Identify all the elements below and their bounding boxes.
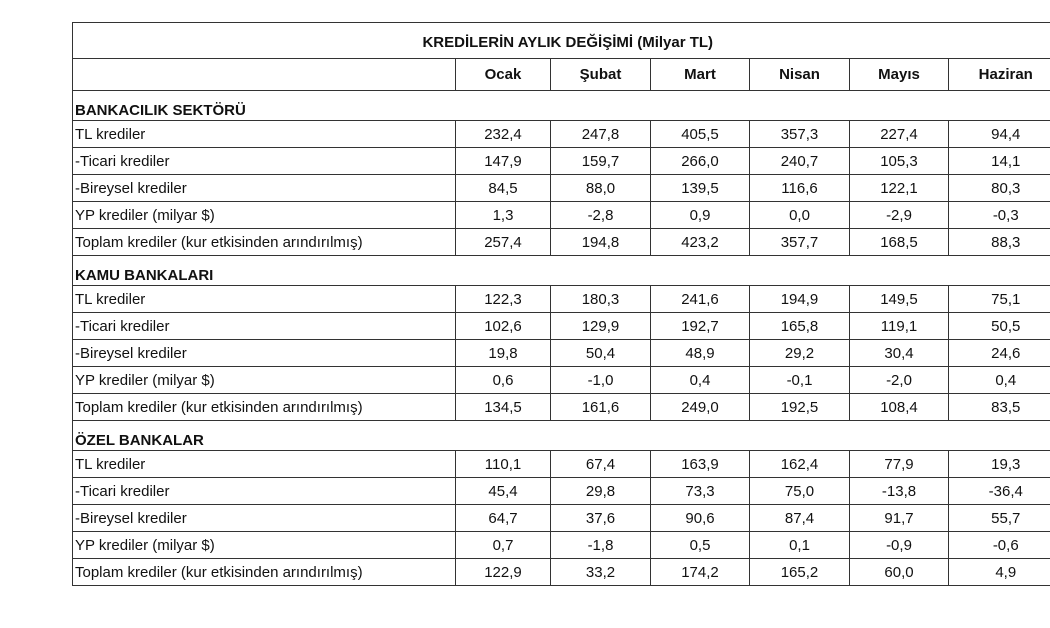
value-cell: -0,9 — [850, 532, 949, 559]
value-cell: -2,0 — [850, 367, 949, 394]
value-cell: 168,5 — [850, 229, 949, 256]
value-cell: 0,6 — [456, 367, 551, 394]
value-cell: 165,8 — [750, 313, 850, 340]
value-cell: 194,8 — [551, 229, 651, 256]
value-cell: 165,2 — [750, 559, 850, 586]
value-cell: 122,9 — [456, 559, 551, 586]
value-cell: 0,9 — [651, 202, 750, 229]
row-label: Toplam krediler (kur etkisinden arındırılmış) — [73, 394, 456, 421]
value-cell: -2,8 — [551, 202, 651, 229]
value-cell: 405,5 — [651, 121, 750, 148]
value-cell: 119,1 — [850, 313, 949, 340]
value-cell: 194,9 — [750, 286, 850, 313]
value-cell: 174,2 — [651, 559, 750, 586]
column-header: Haziran — [949, 59, 1050, 91]
value-cell: 48,9 — [651, 340, 750, 367]
value-cell: -1,8 — [551, 532, 651, 559]
value-cell: 110,1 — [456, 451, 551, 478]
value-cell: -0,3 — [949, 202, 1050, 229]
value-cell: 192,7 — [651, 313, 750, 340]
table-row — [73, 451, 1050, 478]
value-cell: 87,4 — [750, 505, 850, 532]
value-cell: 161,6 — [551, 394, 651, 421]
value-cell: 75,0 — [750, 478, 850, 505]
table-row — [73, 367, 1050, 394]
row-label: TL krediler — [73, 451, 456, 478]
value-cell: 60,0 — [850, 559, 949, 586]
value-cell: 423,2 — [651, 229, 750, 256]
value-cell: 232,4 — [456, 121, 551, 148]
row-label: TL krediler — [73, 121, 456, 148]
value-cell: 1,3 — [456, 202, 551, 229]
row-label: -Ticari krediler — [73, 313, 456, 340]
value-cell: -0,1 — [750, 367, 850, 394]
table-row — [73, 313, 1050, 340]
value-cell: 139,5 — [651, 175, 750, 202]
value-cell: 357,7 — [750, 229, 850, 256]
section-row — [73, 256, 1050, 286]
section-row — [73, 421, 1050, 451]
value-cell: 80,3 — [949, 175, 1050, 202]
value-cell: 90,6 — [651, 505, 750, 532]
row-label: -Bireysel krediler — [73, 340, 456, 367]
value-cell: 257,4 — [456, 229, 551, 256]
table-row — [73, 286, 1050, 313]
value-cell: 357,3 — [750, 121, 850, 148]
title-row — [73, 23, 1050, 59]
value-cell: 0,4 — [949, 367, 1050, 394]
value-cell: 77,9 — [850, 451, 949, 478]
value-cell: 14,1 — [949, 148, 1050, 175]
value-cell: 84,5 — [456, 175, 551, 202]
value-cell: 4,9 — [949, 559, 1050, 586]
row-label: -Bireysel krediler — [73, 505, 456, 532]
value-cell: 122,3 — [456, 286, 551, 313]
value-cell: 91,7 — [850, 505, 949, 532]
value-cell: 266,0 — [651, 148, 750, 175]
value-cell: 0,7 — [456, 532, 551, 559]
column-header: Ocak — [456, 59, 551, 91]
value-cell: -0,6 — [949, 532, 1050, 559]
value-cell: -2,9 — [850, 202, 949, 229]
header-empty-cell — [73, 59, 456, 91]
value-cell: 64,7 — [456, 505, 551, 532]
value-cell: 24,6 — [949, 340, 1050, 367]
value-cell: 50,5 — [949, 313, 1050, 340]
value-cell: 240,7 — [750, 148, 850, 175]
value-cell: 83,5 — [949, 394, 1050, 421]
section-title: KAMU BANKALARI — [73, 256, 1050, 286]
section-title: ÖZEL BANKALAR — [73, 421, 1050, 451]
value-cell: 162,4 — [750, 451, 850, 478]
value-cell: 19,3 — [949, 451, 1050, 478]
column-header: Mayıs — [850, 59, 949, 91]
value-cell: 108,4 — [850, 394, 949, 421]
table-row — [73, 175, 1050, 202]
value-cell: 247,8 — [551, 121, 651, 148]
value-cell: -36,4 — [949, 478, 1050, 505]
value-cell: 67,4 — [551, 451, 651, 478]
row-label: -Bireysel krediler — [73, 175, 456, 202]
value-cell: 102,6 — [456, 313, 551, 340]
value-cell: 88,3 — [949, 229, 1050, 256]
table-row — [73, 202, 1050, 229]
value-cell: 29,8 — [551, 478, 651, 505]
value-cell: 0,0 — [750, 202, 850, 229]
value-cell: 227,4 — [850, 121, 949, 148]
value-cell: 94,4 — [949, 121, 1050, 148]
value-cell: 241,6 — [651, 286, 750, 313]
value-cell: -1,0 — [551, 367, 651, 394]
row-label: -Ticari krediler — [73, 148, 456, 175]
row-label: Toplam krediler (kur etkisinden arındırılmış) — [73, 559, 456, 586]
value-cell: 19,8 — [456, 340, 551, 367]
table-title: KREDİLERİN AYLIK DEĞİŞİMİ (Milyar TL) — [73, 23, 1050, 59]
value-cell: 134,5 — [456, 394, 551, 421]
table-row — [73, 121, 1050, 148]
value-cell: 30,4 — [850, 340, 949, 367]
value-cell: 149,5 — [850, 286, 949, 313]
column-header: Mart — [651, 59, 750, 91]
value-cell: 116,6 — [750, 175, 850, 202]
row-label: TL krediler — [73, 286, 456, 313]
table-row — [73, 229, 1050, 256]
column-header: Nisan — [750, 59, 850, 91]
value-cell: 0,4 — [651, 367, 750, 394]
row-label: YP krediler (milyar $) — [73, 367, 456, 394]
value-cell: 0,5 — [651, 532, 750, 559]
table-row — [73, 340, 1050, 367]
value-cell: 122,1 — [850, 175, 949, 202]
value-cell: 45,4 — [456, 478, 551, 505]
row-label: Toplam krediler (kur etkisinden arındırılmış) — [73, 229, 456, 256]
value-cell: 37,6 — [551, 505, 651, 532]
value-cell: 105,3 — [850, 148, 949, 175]
value-cell: 249,0 — [651, 394, 750, 421]
row-label: -Ticari krediler — [73, 478, 456, 505]
table-row — [73, 559, 1050, 586]
value-cell: 50,4 — [551, 340, 651, 367]
table-row — [73, 478, 1050, 505]
value-cell: 29,2 — [750, 340, 850, 367]
table-row — [73, 394, 1050, 421]
table-row — [73, 532, 1050, 559]
section-row — [73, 91, 1050, 121]
value-cell: 88,0 — [551, 175, 651, 202]
value-cell: 73,3 — [651, 478, 750, 505]
column-header: Şubat — [551, 59, 651, 91]
value-cell: 75,1 — [949, 286, 1050, 313]
row-label: YP krediler (milyar $) — [73, 202, 456, 229]
value-cell: 55,7 — [949, 505, 1050, 532]
value-cell: 129,9 — [551, 313, 651, 340]
section-title: BANKACILIK SEKTÖRÜ — [73, 91, 1050, 121]
header-row — [73, 59, 1050, 91]
value-cell: 163,9 — [651, 451, 750, 478]
value-cell: 0,1 — [750, 532, 850, 559]
value-cell: 192,5 — [750, 394, 850, 421]
value-cell: 147,9 — [456, 148, 551, 175]
value-cell: 180,3 — [551, 286, 651, 313]
row-label: YP krediler (milyar $) — [73, 532, 456, 559]
table-row — [73, 148, 1050, 175]
value-cell: -13,8 — [850, 478, 949, 505]
value-cell: 33,2 — [551, 559, 651, 586]
table-row — [73, 505, 1050, 532]
credit-change-table — [72, 22, 1050, 586]
value-cell: 159,7 — [551, 148, 651, 175]
